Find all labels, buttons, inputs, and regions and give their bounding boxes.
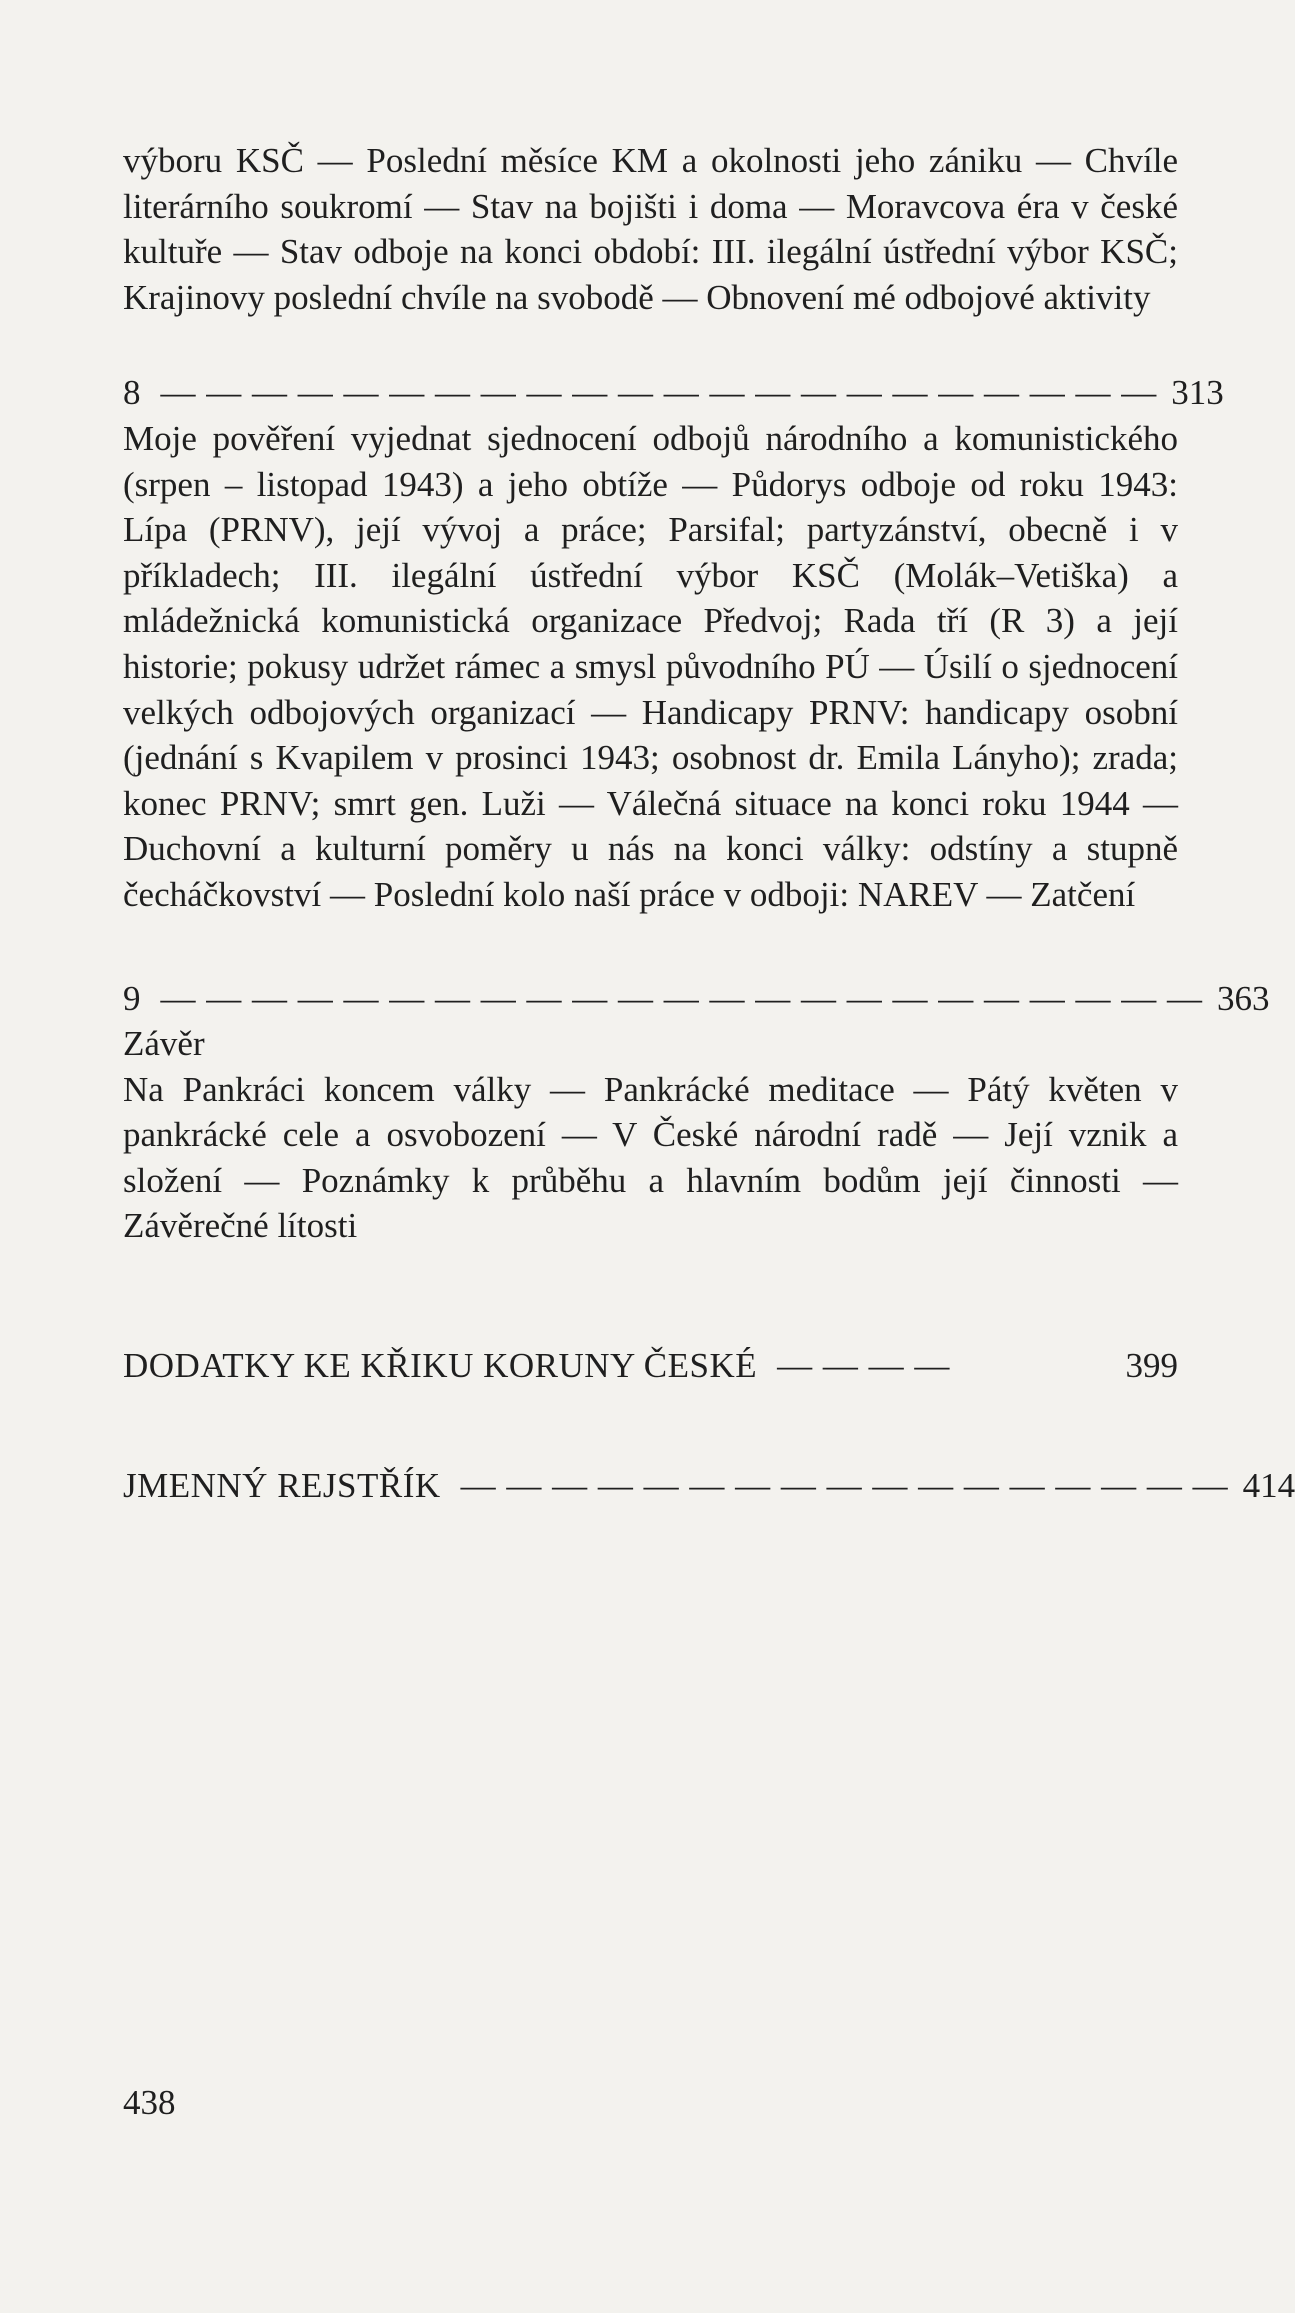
chapter-9-title: Závěr xyxy=(123,1024,205,1064)
chapter-9-summary: Na Pankráci koncem války — Pankrácké meditace — Pátý květen v pankrácké cele a osvobození — V České národní radě — Její vznik a složení — Poznámky k průběhu a hlavním bodům její činnosti — Závěrečné lítosti xyxy=(123,1069,1178,1246)
chapter-9-leader: — — — — — — — — — — — — — — — — — — — — — — — xyxy=(160,978,1203,1018)
page-number: 438 xyxy=(123,2083,176,2122)
chapter-7-continuation: výboru KSČ — Poslední měsíce KM a okolnosti jeho zániku — Chvíle literárního soukromí — Stav na bojišti i doma — Moravcova éra v české kultuře — Stav odboje na konci období: III. ilegální ústřední výbor KSČ; Krajinovy poslední chvíle na svobodě — Obnovení mé odbojové aktivity xyxy=(123,141,1178,317)
spacer xyxy=(123,918,1178,976)
chapter-8-number: 8 xyxy=(123,373,141,413)
dodatky-entry xyxy=(123,1343,1178,1389)
rejstrik-page: 414 xyxy=(1242,1465,1295,1505)
chapter-8-leader: — — — — — — — — — — — — — — — — — — — — — — xyxy=(160,373,1158,413)
chapter-8-page: 313 xyxy=(1171,373,1224,413)
chapter-9-page: 363 xyxy=(1217,978,1270,1018)
chapter-9-heading xyxy=(123,976,1270,1022)
dodatky-title: DODATKY KE KŘIKU KORUNY ČESKÉ xyxy=(123,1346,758,1386)
rejstrik-leader: — — — — — — — — — — — — — — — — — xyxy=(460,1465,1229,1505)
table-of-contents xyxy=(123,138,1295,1508)
spacer xyxy=(123,1249,1178,1343)
chapter-8-summary: Moje pověření vyjednat sjednocení odbojů národního a komunistického (srpen – listopad 1943) a jeho obtíže — Půdorys odboje od roku 1943: Lípa (PRNV), její vývoj a práce; Parsifal; partyzánství, obecně i v příkladech; III. ilegální ústřední výbor KSČ (Molák–Vetiška) a mládežnická komunistická organizace Předvoj; Rada tří (R 3) a její historie; pokusy udržet rámec a smysl původního PÚ — Úsilí o sjednocení velkých odbojových organizací — Handicapy PRNV: handicapy osobní (jednání s Kvapilem v prosinci 1943; osobnost dr. Emila Lányho); zrada; konec PRNV; smrt gen. Luži — Válečná situace na konci roku 1944 — Duchovní a kulturní poměry u nás na konci války: odstíny a stupně čecháčkovství — Poslední kolo naší práce v odboji: NAREV — Zatčení xyxy=(123,418,1178,914)
chapter-9-number: 9 xyxy=(123,978,141,1018)
dodatky-leader: — — — — xyxy=(777,1346,951,1386)
spacer xyxy=(123,320,1178,370)
rejstrik-title: JMENNÝ REJSTŘÍK xyxy=(123,1465,441,1505)
dodatky-page: 399 xyxy=(1125,1346,1178,1386)
spacer xyxy=(123,1389,1178,1463)
chapter-8-heading xyxy=(123,370,1224,416)
rejstrik-entry xyxy=(123,1463,1295,1509)
